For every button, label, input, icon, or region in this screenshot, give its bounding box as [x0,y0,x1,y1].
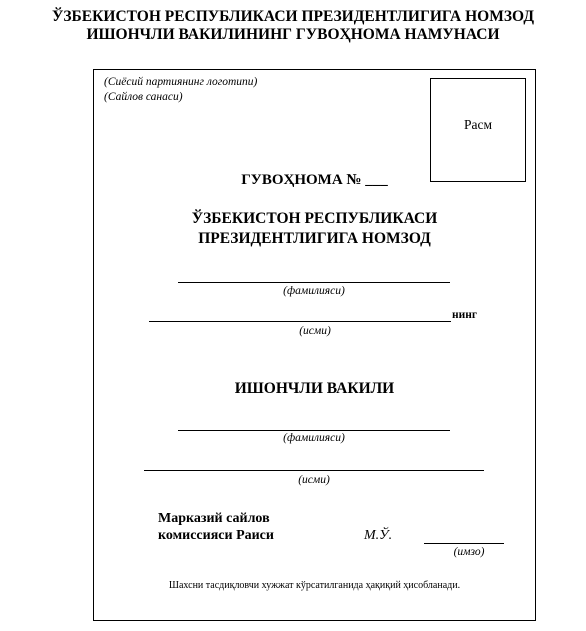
party-logo-note: (Сиёсий партиянинг логотипи) [104,76,258,88]
certificate-number-title: ГУВОҲНОМА № ___ [241,172,388,188]
photo-placeholder [430,78,526,182]
chairman-title-line2: комиссияси Раиси [158,528,274,543]
signature-line[interactable] [424,543,504,544]
document-title-line2: ИШОНЧЛИ ВАКИЛИНИНГ ГУВОҲНОМА НАМУНАСИ [86,26,500,43]
proxy-name-caption: (исми) [298,474,330,486]
footer-note: Шахсни тасдиқловчи хужжат кўрсатилганида ҳақиқий ҳисобланади. [168,580,461,591]
candidate-surname-caption: (фамилияси) [283,285,345,297]
subtitle-line1: ЎЗБЕКИСТОН РЕСПУБЛИКАСИ [191,210,438,227]
proxy-role-title: ИШОНЧЛИ ВАКИЛИ [234,380,395,397]
candidate-surname-line[interactable] [178,282,450,283]
proxy-name-line[interactable] [144,470,484,471]
proxy-surname-line[interactable] [178,430,450,431]
seal-mark: М.Ў. [364,528,393,543]
signature-caption: (имзо) [453,546,485,558]
photo-label: Расм [463,117,493,132]
chairman-title-line1: Марказий сайлов [158,511,270,526]
subtitle-line2: ПРЕЗИДЕНТЛИГИГА НОМЗОД [198,230,431,247]
genitive-suffix: нинг [452,309,478,321]
proxy-surname-caption: (фамилияси) [283,432,345,444]
election-date-note: (Сайлов санаси) [104,91,183,103]
candidate-name-line[interactable] [149,321,451,322]
candidate-name-caption: (исми) [299,325,331,337]
document-title-line1: ЎЗБЕКИСТОН РЕСПУБЛИКАСИ ПРЕЗИДЕНТЛИГИГА НОМЗОД [52,8,534,25]
